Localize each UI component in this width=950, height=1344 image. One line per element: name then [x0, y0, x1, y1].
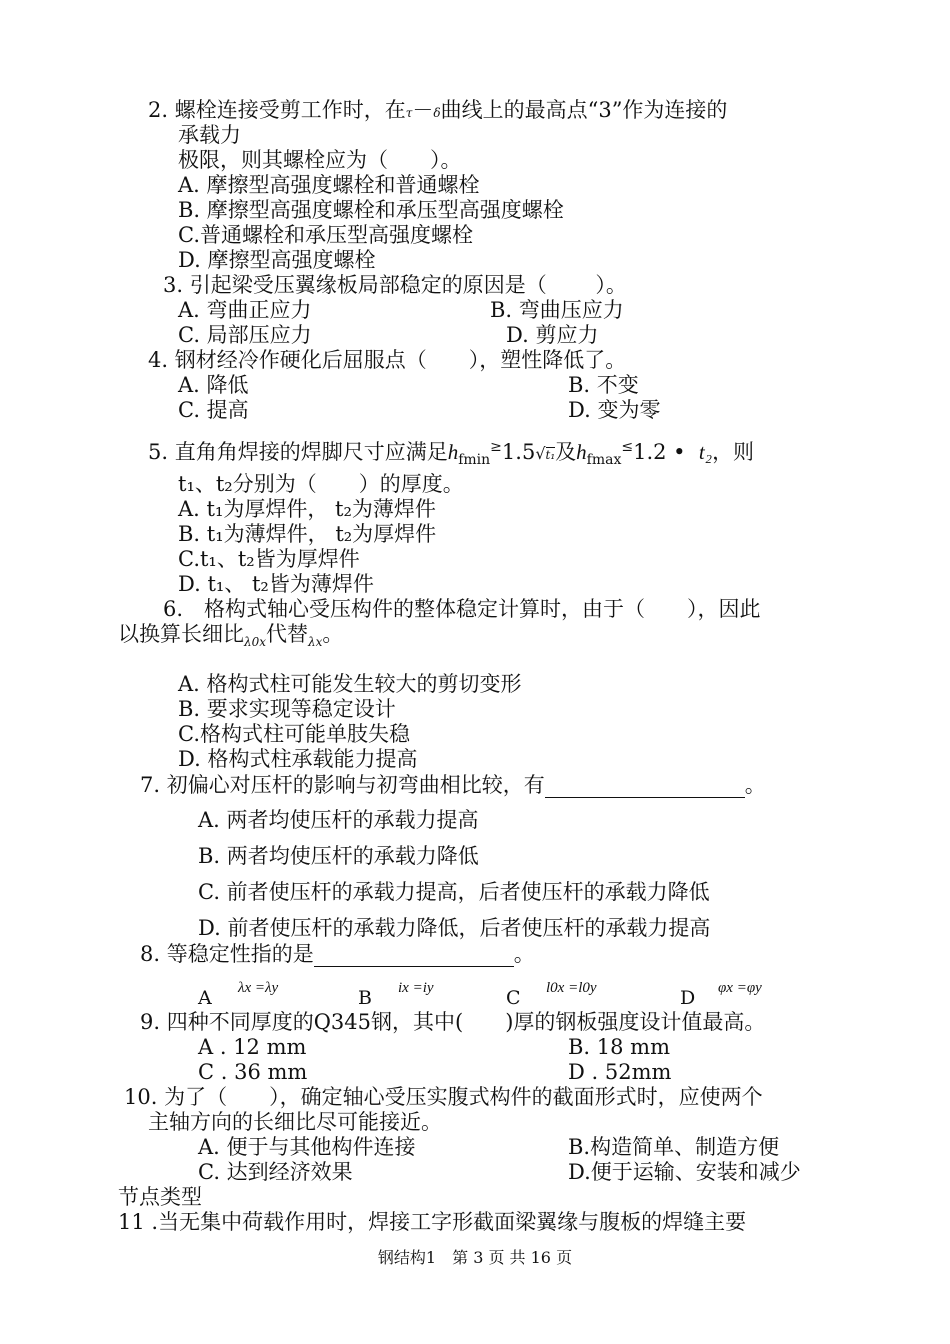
q8-option-c-expr: l0x =l0y: [546, 980, 597, 996]
q6-stem-line2: 以换算长细比$_{\lambda 0x}$代替$_{\lambda x}$。: [118, 622, 344, 650]
q2-option-a: A. 摩擦型高强度螺栓和普通螺栓: [178, 173, 480, 197]
q7-option-c: C. 前者使压杆的承载力提高，后者使压杆的承载力降低: [198, 880, 710, 904]
q6-option-a: A. 格构式柱可能发生较大的剪切变形: [178, 672, 522, 696]
page-footer: 钢结构1 第 3 页 共 16 页: [377, 1248, 573, 1267]
q5-option-b: B. t₁为薄焊件， t₂为厚焊件: [178, 522, 437, 546]
q2-stem-line1: 2. 螺栓连接受剪工作时，在τ－δ曲线上的最高点“3”作为连接的: [148, 98, 728, 122]
q8-option-a-expr: λx =λy: [238, 980, 279, 996]
q8-option-a-label: A: [198, 987, 212, 1009]
q3-option-c: C. 局部压应力: [178, 323, 312, 347]
q3-stem: 3. 引起梁受压翼缘板局部稳定的原因是（ ）。: [163, 273, 627, 297]
q5-option-a: A. t₁为厚焊件， t₂为薄焊件: [178, 497, 436, 521]
q5-stem-line2: t₁、t₂分别为（ ）的厚度。: [178, 472, 464, 496]
q6-option-c: C.格构式柱可能单肢失稳: [178, 722, 410, 746]
answer-blank[interactable]: [314, 941, 514, 967]
q4-stem: 4. 钢材经冷作硬化后屈服点（ ），塑性降低了。: [148, 348, 627, 372]
q10-option-b: B.构造简单、制造方便: [568, 1135, 780, 1159]
q3-option-a: A. 弯曲正应力: [178, 298, 312, 322]
q9-option-c: C . 36 mm: [198, 1060, 308, 1084]
q8-stem: 8. 等稳定性指的是 。: [140, 942, 535, 966]
q8-option-d-expr: φx =φy: [718, 980, 762, 996]
q2-option-b: B. 摩擦型高强度螺栓和承压型高强度螺栓: [178, 198, 564, 222]
q4-option-a: A. 降低: [178, 373, 249, 397]
q10-option-d-continued: 节点类型: [118, 1185, 202, 1209]
delta-symbol: δ: [433, 106, 441, 120]
q6-stem-line1: 6. 格构式轴心受压构件的整体稳定计算时，由于（ ），因此: [163, 597, 761, 621]
q9-stem: 9. 四种不同厚度的Q345钢，其中( )厚的钢板强度设计值最高。: [140, 1010, 766, 1034]
q9-option-d: D . 52mm: [568, 1060, 672, 1084]
q10-stem-line2: 主轴方向的长细比尽可能接近。: [148, 1110, 442, 1134]
q3-option-d: D. 剪应力: [506, 323, 599, 347]
q9-option-a: A . 12 mm: [198, 1035, 307, 1059]
q7-option-b: B. 两者均使压杆的承载力降低: [198, 844, 479, 868]
q3-option-b: B. 弯曲压应力: [490, 298, 624, 322]
q10-option-a: A. 便于与其他构件连接: [198, 1135, 416, 1159]
q6-option-b: B. 要求实现等稳定设计: [178, 697, 396, 721]
q7-option-a: A. 两者均使压杆的承载力提高: [198, 808, 479, 832]
q11-stem: 11 .当无集中荷载作用时，焊接工字形截面梁翼缘与腹板的焊缝主要: [118, 1210, 747, 1234]
q4-option-d: D. 变为零: [568, 398, 661, 422]
q5-stem-line1: 5. 直角角焊接的焊脚尺寸应满足$h_{fmin}^\ge 1.5√t_1$及$h_{fmax}^\le 1.2$ • t₂，则: [148, 439, 755, 469]
q7-stem: 7. 初偏心对压杆的影响与初弯曲相比较，有 。: [140, 773, 766, 797]
q10-option-d: D.便于运输、安装和减少: [568, 1160, 801, 1184]
q2-option-c: C.普通螺栓和承压型高强度螺栓: [178, 223, 473, 247]
q2-stem-line2: 承载力: [178, 123, 241, 147]
q10-stem-line1: 10. 为了（ ），确定轴心受压实腹式构件的截面形式时，应使两个: [124, 1085, 763, 1109]
q6-option-d: D. 格构式柱承载能力提高: [178, 747, 418, 771]
q9-option-b: B. 18 mm: [568, 1035, 671, 1059]
q8-option-d-label: D: [680, 987, 696, 1009]
q4-option-c: C. 提高: [178, 398, 249, 422]
q8-option-b-expr: ix =iy: [398, 980, 434, 996]
q2-stem-line3: 极限，则其螺栓应为（ ）。: [178, 148, 462, 172]
q8-option-b-label: B: [358, 987, 372, 1009]
answer-blank[interactable]: [545, 772, 745, 798]
q5-option-d: D. t₁、 t₂皆为薄焊件: [178, 572, 374, 596]
q5-option-c: C.t₁、t₂皆为厚焊件: [178, 547, 360, 571]
q7-option-d: D. 前者使压杆的承载力降低，后者使压杆的承载力提高: [198, 916, 711, 940]
sqrt-symbol: √: [535, 444, 546, 463]
tau-symbol: τ: [405, 106, 413, 120]
q8-option-c-label: C: [506, 987, 521, 1009]
q10-option-c: C. 达到经济效果: [198, 1160, 353, 1184]
q4-option-b: B. 不变: [568, 373, 639, 397]
q2-option-d: D. 摩擦型高强度螺栓: [178, 248, 376, 272]
